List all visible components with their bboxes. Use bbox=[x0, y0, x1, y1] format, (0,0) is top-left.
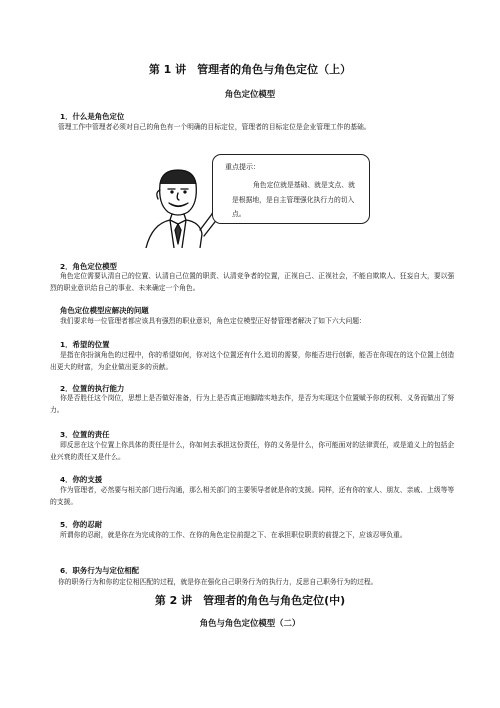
problems-heading: 角色定位模型应解决的问题 bbox=[60, 306, 149, 315]
item-4-heading: 4．你的支援 bbox=[60, 475, 103, 484]
lecture-1-subtitle: 角色定位模型 bbox=[224, 89, 276, 99]
section-1-heading: 1．什么是角色定位 bbox=[60, 112, 125, 121]
item-2-body: 你是否胜任这个岗位，思想上是否做好准备，行为上是否真正地脚踏实地去作，是否为实现这个位置赋予你的权利、义务而做出了努力。 bbox=[50, 394, 455, 415]
item-5-body: 所谓你的忍耐，就是你在为完成你的工作、在你的角色定位前提之下、在承担职位职责的前提之下，应该忍辱负重。 bbox=[60, 531, 407, 539]
item-5-heading: 5．你的忍耐 bbox=[60, 520, 103, 529]
callout-text: 角色定位就是基础、就是支点、就是根据地，是自主管理强化执行力的切入点。 bbox=[232, 181, 355, 218]
section-1-body: 管理工作中管理者必须对自己的角色有一个明确的目标定位，管理者的目标定位是企业管理工作的基础。 bbox=[58, 123, 371, 131]
lecture-2-title: 第 2 讲 管理者的角色与角色定位(中) bbox=[154, 594, 346, 607]
lecture-1-title: 第 1 讲 管理者的角色与角色定位（上） bbox=[148, 63, 352, 76]
item-6-heading: 6．职务行为与定位相配 bbox=[60, 566, 140, 575]
section-2-body: 角色定位需要认清自己的位置、认清自己位置的职责、认清竞争者的位置，正视自己、正视社会，不能自欺欺人、狂妄自大，要以强烈的职业意识给自己的事业、未来确定一个角色。 bbox=[50, 272, 455, 293]
item-1-heading: 1．希望的位置 bbox=[60, 340, 110, 349]
lecture-2-subtitle: 角色与角色定位模型（二） bbox=[199, 618, 301, 628]
problems-body: 我们要求每一位管理者都应该具有强烈的职业意识，角色定位模型正好替管理者解决了如下六大问题： bbox=[60, 317, 366, 325]
callout-title: 重点提示： bbox=[225, 163, 260, 171]
item-4-body: 作为管理者，必然要与相关部门进行沟通，那么相关部门的主要领导者就是你的支援。同样，还有你的家人、朋友、亲戚、上级等等的支援。 bbox=[50, 486, 455, 507]
item-3-body: 即反思在这个位置上你具体的责任是什么，你如何去承担这份责任，你的义务是什么，你可能面对的法律责任，或是道义上的包括企业兴衰的责任又是什么。 bbox=[50, 441, 455, 462]
item-1-body: 是指在你扮演角色的过程中，你的希望如何，你对这个位置还有什么追切的需要，你能否进行创新，能否在你现在的这个位置上创造出更大的财富，为企业做出更多的贡献。 bbox=[50, 351, 455, 372]
section-2-heading: 2．角色定位模型 bbox=[60, 262, 117, 271]
item-3-heading: 3．位置的责任 bbox=[60, 430, 110, 439]
item-6-body: 你的职务行为和你的定位相匹配的过程，就是你在强化自己职务行为的执行力，反思自己职务行为的过程。 bbox=[58, 578, 378, 586]
item-2-heading: 2．位置的执行能力 bbox=[60, 384, 125, 393]
